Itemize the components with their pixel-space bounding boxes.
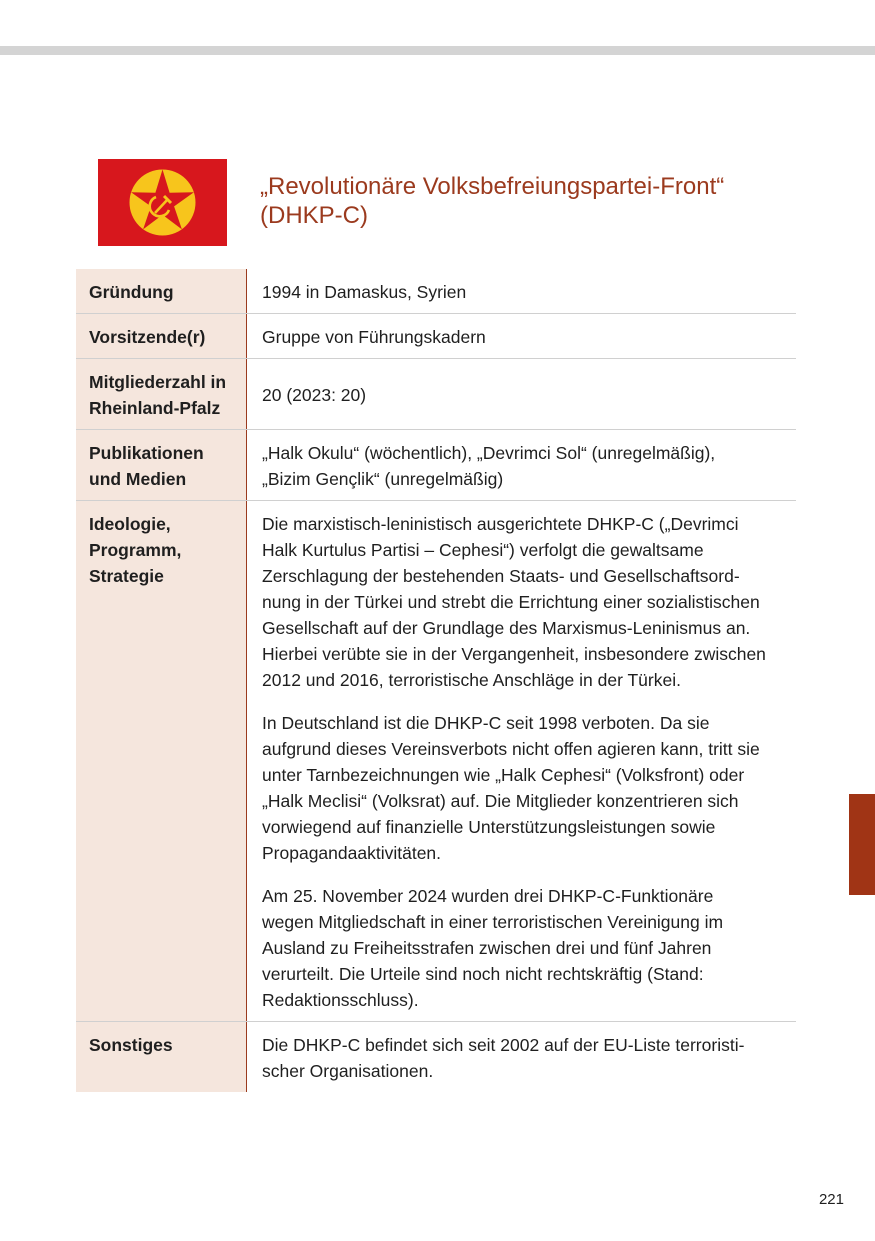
ideology-p3-line: Am 25. November 2024 wurden drei DHKP-C-Funktionäre xyxy=(262,886,714,906)
ideology-p1-line: Zerschlagung der bestehenden Staats- und Gesellschaftsord- xyxy=(262,566,740,586)
ideology-p2-line: vorwiegend auf finanzielle Unterstützungsleistungen sowie xyxy=(262,817,716,837)
ideology-paragraph-1 xyxy=(262,511,796,693)
ideology-p3-line: verurteilt. Die Urteile sind noch nicht rechtskräftig (Stand: xyxy=(262,964,704,984)
row-ideology xyxy=(76,501,796,1022)
ideology-p1-line: 2012 und 2016, terroristische Anschläge in der Türkei. xyxy=(262,670,681,690)
value-members-text: 20 (2023: 20) xyxy=(262,385,367,405)
ideology-p1-line: Die marxistisch-leninistisch ausgerichtete DHKP-C („Devrimci xyxy=(262,514,739,534)
row-publications xyxy=(76,430,796,501)
row-other xyxy=(76,1022,796,1092)
chapter-side-tab xyxy=(849,794,875,895)
label-other: Sonstiges xyxy=(76,1022,247,1092)
organization-flag xyxy=(98,159,227,246)
ideology-paragraph-3 xyxy=(262,883,796,1013)
profile-table xyxy=(76,269,796,1092)
ideology-p2-line: Propagandaaktivitäten. xyxy=(262,843,442,863)
value-ideology xyxy=(247,501,796,1021)
ideology-p1-line: Gesellschaft auf der Grundlage des Marxismus-Leninismus an. xyxy=(262,618,751,638)
value-other-line-2: scher Organisationen. xyxy=(262,1061,434,1081)
row-members xyxy=(76,359,796,430)
label-ideology xyxy=(76,501,247,1021)
ideology-p1-line: Hierbei verübte sie in der Vergangenheit, insbesondere zwischen xyxy=(262,644,766,664)
page-number: 221 xyxy=(818,1191,844,1208)
value-publications xyxy=(247,430,796,500)
label-members-line-1: Mitgliederzahl in xyxy=(89,372,227,392)
row-founding xyxy=(76,269,796,314)
value-other xyxy=(247,1022,796,1092)
ideology-p1-line: nung in der Türkei und strebt die Errichtung einer sozialistischen xyxy=(262,592,760,612)
ideology-paragraph-2 xyxy=(262,710,796,866)
label-chair: Vorsitzende(r) xyxy=(76,314,247,358)
top-rule xyxy=(0,46,875,55)
value-chair: Gruppe von Führungskadern xyxy=(262,327,486,347)
ideology-p3-line: Ausland zu Freiheitsstrafen zwischen drei und fünf Jahren xyxy=(262,938,712,958)
label-ideology-line-2: Programm, xyxy=(89,540,182,560)
value-founding: 1994 in Damaskus, Syrien xyxy=(262,282,467,302)
label-ideology-line-1: Ideologie, xyxy=(89,514,171,534)
label-publications xyxy=(76,430,247,500)
ideology-p2-line: In Deutschland ist die DHKP-C seit 1998 verboten. Da sie xyxy=(262,713,710,733)
ideology-p2-line: unter Tarnbezeichnungen wie „Halk Cephesi“ (Volksfront) oder xyxy=(262,765,745,785)
ideology-p1-line: Halk Kurtulus Partisi – Cephesi“) verfolgt die gewaltsame xyxy=(262,540,704,560)
title-line-2: (DHKP-C) xyxy=(260,202,368,229)
ideology-p3-line: wegen Mitgliedschaft in einer terroristischen Vereinigung im xyxy=(262,912,724,932)
ideology-p2-line: aufgrund dieses Vereinsverbots nicht offen agieren kann, tritt sie xyxy=(262,739,760,759)
label-publications-line-2: und Medien xyxy=(89,469,187,489)
row-chair xyxy=(76,314,796,359)
ideology-p3-line: Redaktionsschluss). xyxy=(262,990,419,1010)
label-ideology-line-3: Strategie xyxy=(89,566,164,586)
label-members xyxy=(76,359,247,429)
title-line-1: „Revolutionäre Volksbefreiungspartei-Front“ xyxy=(260,173,725,200)
label-founding: Gründung xyxy=(76,269,247,313)
value-other-line-1: Die DHKP-C befindet sich seit 2002 auf der EU-Liste terroristi- xyxy=(262,1035,745,1055)
label-members-line-2: Rheinland-Pfalz xyxy=(89,398,221,418)
red-star-hammer-sickle-flag-icon xyxy=(98,159,227,246)
value-publications-line-2: „Bizim Gençlik“ (unregelmäßig) xyxy=(262,469,504,489)
value-publications-line-1: „Halk Okulu“ (wöchentlich), „Devrimci Sol“ (unregelmäßig), xyxy=(262,443,716,463)
label-publications-line-1: Publikationen xyxy=(89,443,204,463)
value-members xyxy=(247,359,796,429)
ideology-p2-line: „Halk Meclisi“ (Volksrat) auf. Die Mitglieder konzentrieren sich xyxy=(262,791,739,811)
page-title xyxy=(260,172,780,230)
